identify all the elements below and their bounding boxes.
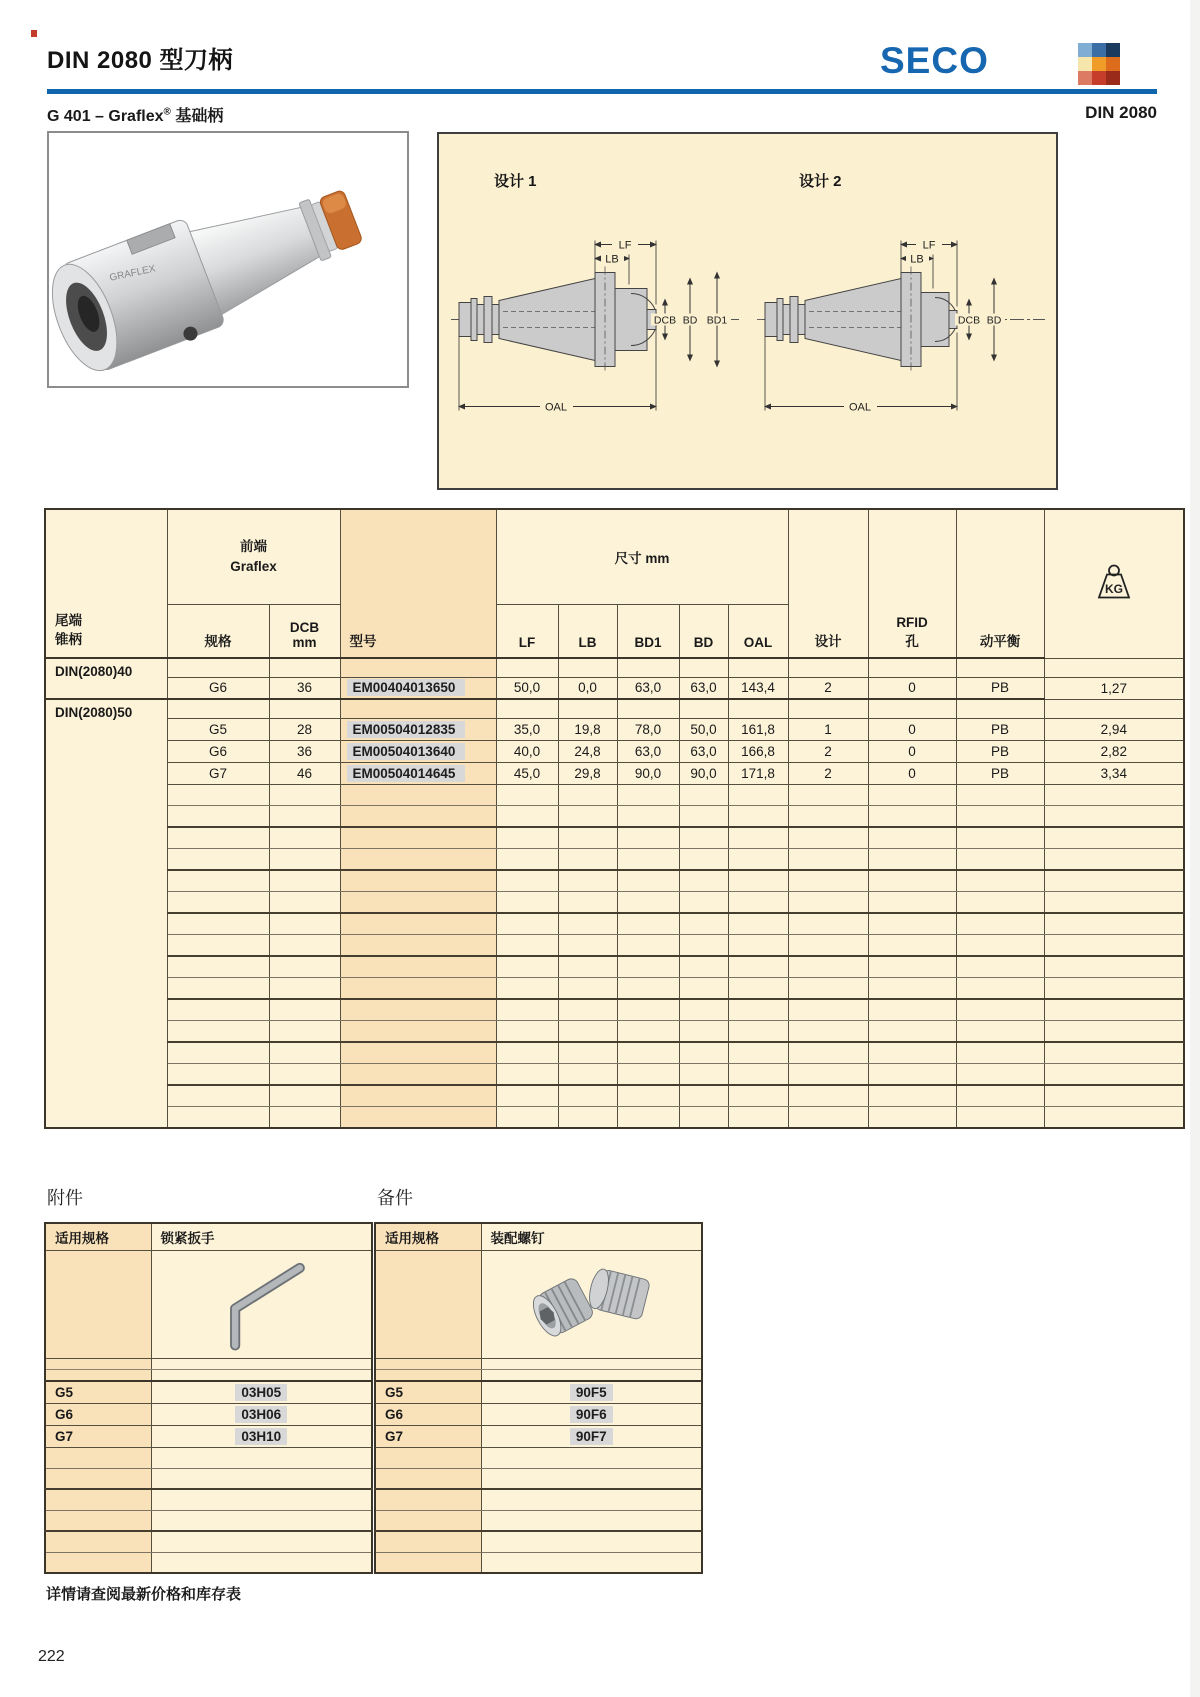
registered-mark: ® <box>163 106 171 118</box>
spares-size-header: 适用规格 <box>375 1223 481 1250</box>
header-dimensions: 尺寸 mm <box>496 509 788 604</box>
dimension-diagram-panel <box>437 132 1058 490</box>
order-number: EM00504012835 <box>347 721 465 738</box>
order-number: 03H06 <box>235 1406 287 1423</box>
model-cell <box>340 677 496 699</box>
seco-logo <box>880 40 1160 86</box>
hex-key-icon <box>186 1255 336 1351</box>
table-row: G7 90F7 <box>375 1425 702 1447</box>
dim-dcb: DCB <box>957 314 981 327</box>
table-row: G7 03H10 <box>45 1425 372 1447</box>
header-rfid: RFID 孔 <box>868 509 956 658</box>
table-row: G6 36 EM00504013640 40,0 24,8 63,0 63,0 166,8 2 0 PB 2,82 <box>45 740 1184 762</box>
header-rear-taper: 尾端 锥柄 <box>45 509 167 658</box>
design-2-label: 设计 2 <box>799 173 842 190</box>
spares-item-header: 装配螺钉 <box>481 1223 702 1250</box>
header-bd: BD <box>679 604 728 658</box>
footer-note: 详情请查阅最新价格和库存表 <box>46 1586 242 1603</box>
header-dcb: DCB mm <box>269 604 340 658</box>
page-number: 222 <box>38 1648 65 1665</box>
accessories-item-header: 锁紧扳手 <box>151 1223 372 1250</box>
dim-bd: BD <box>986 314 1002 327</box>
design-2-drawing <box>751 212 1051 447</box>
header-spec: 规格 <box>167 604 269 658</box>
svg-text:KG: KG <box>1104 582 1123 597</box>
graflex-engraving: GRAFLEX <box>108 263 157 284</box>
order-number: 03H10 <box>235 1428 287 1445</box>
specification-table <box>44 508 1185 1129</box>
group-label: DIN(2080)50 <box>45 699 167 1128</box>
header-lb: LB <box>558 604 617 658</box>
header-design: 设计 <box>788 509 868 658</box>
dim-lb: LB <box>605 253 619 266</box>
series-name: G 401 – Graflex <box>47 108 164 125</box>
header-weight <box>1044 509 1184 658</box>
print-artifact-dot <box>31 30 37 37</box>
set-screws-icon <box>506 1255 676 1351</box>
accessories-section-title: 附件 <box>47 1188 83 1208</box>
model-cell <box>340 762 496 784</box>
order-number: 90F6 <box>570 1406 613 1423</box>
table-row: G6 03H06 <box>45 1403 372 1425</box>
table-row: G7 46 EM00504014645 45,0 29,8 90,0 90,0 171,8 2 0 PB 3,34 <box>45 762 1184 784</box>
dim-lb: LB <box>910 253 924 266</box>
header-lf: LF <box>496 604 558 658</box>
product-photo <box>47 131 409 388</box>
dim-oal: OAL <box>544 401 568 414</box>
header-front-graflex: 前端 Graflex <box>167 509 340 604</box>
weight-kg-icon <box>1093 564 1135 600</box>
dim-bd1: BD1 <box>706 314 728 327</box>
page-edge <box>1190 0 1200 1697</box>
header-divider <box>47 89 1157 94</box>
design-1-label: 设计 1 <box>494 173 537 190</box>
order-number: EM00504013640 <box>347 743 465 760</box>
series-suffix: 基础柄 <box>170 108 224 125</box>
order-number: EM00404013650 <box>347 679 465 696</box>
dim-oal: OAL <box>848 401 872 414</box>
spare-parts-table <box>374 1222 703 1574</box>
seco-logo-color-grid-icon <box>1078 43 1120 85</box>
accessories-size-header: 适用规格 <box>45 1223 151 1250</box>
sub-header <box>47 103 1157 125</box>
order-number: 90F5 <box>570 1384 613 1401</box>
order-number: EM00504014645 <box>347 765 465 782</box>
dim-lf: LF <box>618 239 632 252</box>
dim-dcb: DCB <box>653 314 677 327</box>
tool-holder-photo-illustration <box>49 133 407 386</box>
page-title: DIN 2080 型刀柄 <box>47 47 234 74</box>
header-model: 型号 <box>340 509 496 658</box>
spare-parts-section-title: 备件 <box>377 1188 413 1208</box>
model-cell <box>340 718 496 740</box>
group-label: DIN(2080)40 <box>45 658 167 699</box>
table-row: G6 36 EM00404013650 50,0 0,0 63,0 63,0 143,4 2 0 PB 1,27 <box>45 677 1184 699</box>
accessories-table <box>44 1222 373 1574</box>
order-number: 90F7 <box>570 1428 613 1445</box>
set-screw-illustration <box>481 1250 702 1358</box>
model-cell <box>340 740 496 762</box>
table-row: G5 03H05 <box>45 1381 372 1403</box>
seco-logo-text: SECO <box>880 40 989 81</box>
header-oal: OAL <box>728 604 788 658</box>
table-row: G5 90F5 <box>375 1381 702 1403</box>
series-subtitle <box>47 103 223 126</box>
order-number: 03H05 <box>235 1384 287 1401</box>
standard-label: DIN 2080 <box>1085 103 1157 122</box>
table-row: G6 90F6 <box>375 1403 702 1425</box>
table-row: G5 28 EM00504012835 35,0 19,8 78,0 50,0 161,8 1 0 PB 2,94 <box>45 718 1184 740</box>
design-1-drawing <box>445 212 745 447</box>
hex-key-illustration <box>151 1250 372 1358</box>
dim-bd: BD <box>682 314 698 327</box>
header-balance: 动平衡 <box>956 509 1044 658</box>
header-bd1: BD1 <box>617 604 679 658</box>
dim-lf: LF <box>922 239 936 252</box>
